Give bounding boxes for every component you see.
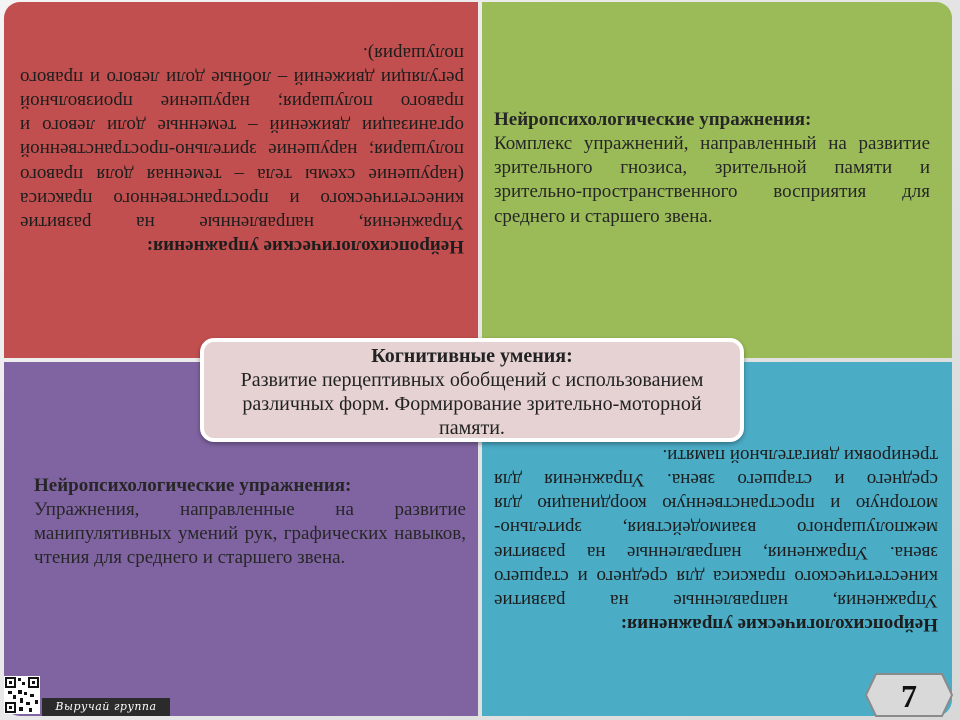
page-number: 7 [901,678,917,714]
quadrant-body: Упражнения, направленные на развитие кинестетического и пространственного праксиса (нарушение схемы тела – теменная доля правого полушария; нарушение зрительно-пространственной организации движений – теменные доли левого и правого полушария; нарушение произвольной регуляции движений – лобные доли левого и правого полушария). [20,43,464,233]
quadrant-text [34,474,466,571]
quadrant-heading: Нейропсихологические упражнения: [146,236,464,257]
brand-label: Выручай группа [42,698,170,716]
quadrant-text-rotated [494,443,938,636]
quadrant-heading: Нейропсихологические упражнения: [494,109,812,130]
quadrant-text [494,108,930,229]
quadrant-heading: Нейропсихологические упражнения: [620,614,938,635]
quadrant-text-rotated [20,41,464,258]
quadrant-top-right [482,2,952,358]
center-card [200,338,744,442]
quadrant-body: Упражнения, направленные на развитие манипулятивных умений рук, графических навыков, чтения для среднего и старшего звена. [34,499,466,569]
quadrant-top-left [4,2,478,358]
quadrant-body: Комплекс упражнений, направленный на развитие зрительного гнозиса, зрительной памяти и зрительно-пространственного восприятия для среднего и старшего звена. [494,133,930,227]
qr-code-icon [4,676,40,714]
center-body: Развитие перцептивных обобщений с использованием различных форм. Формирование зрительно-моторной памяти. [240,369,704,439]
center-heading: Когнитивные умения: [371,345,573,367]
quadrant-heading: Нейропсихологические упражнения: [34,475,352,496]
page-number-badge [864,672,954,718]
quadrant-body: Упражнения, направленные на развитие кинестетического праксиса для среднего и старшего звена. Упражнения, направленные на развитие межполушарного взаимодействия, зрительно-моторную и пространственную координацию для среднего и старшего звена. Упражнения для тренировки двигательной памяти. [494,445,938,611]
